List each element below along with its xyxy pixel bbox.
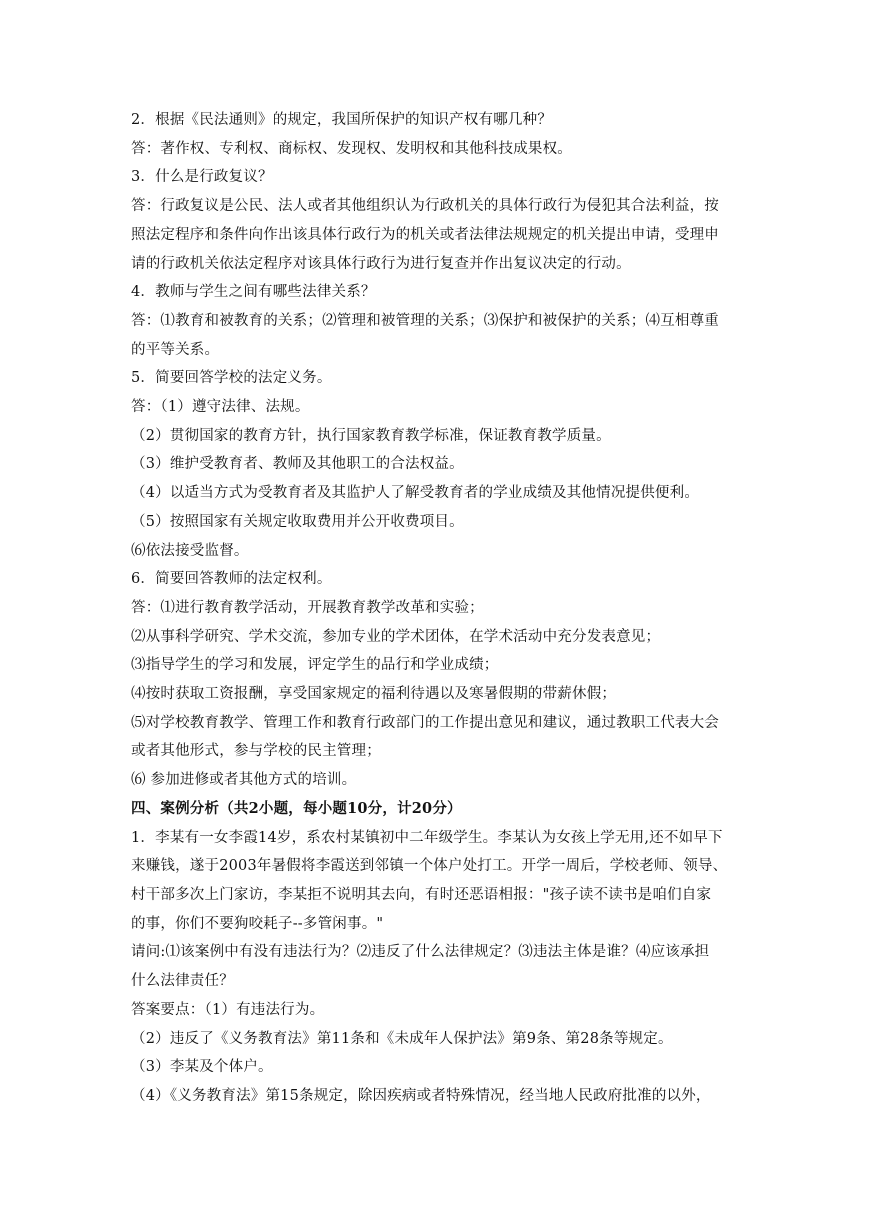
answer-3-line-3: 请的行政机关依法定程序对该具体行政行为进行复查并作出复议决定的行动。	[131, 255, 631, 272]
answer-4-line-1: 答：⑴教育和被教育的关系；⑵管理和被管理的关系；⑶保护和被保护的关系；⑷互相尊重	[131, 312, 719, 329]
question-6: 6．简要回答教师的法定权利。	[131, 571, 332, 588]
answer-5-item-5: （5）按照国家有关规定收取费用并公开收费项目。	[131, 513, 464, 530]
question-2: 2．根据《民法通则》的规定，我国所保护的知识产权有哪几种？	[131, 112, 553, 128]
answer-4-line-2: 的平等关系。	[131, 341, 220, 358]
answer-5-item-1: 答：（1）遵守法律、法规。	[131, 399, 310, 416]
question-4: 4．教师与学生之间有哪些法律关系？	[131, 284, 376, 301]
answer-6-item-2: ⑵从事科学研究、学术交流，参加专业的学术团体，在学术活动中充分发表意见；	[131, 628, 661, 645]
case-1-answer-3: （3）李某及个体户。	[131, 1059, 273, 1076]
case-1-line-1: 1．李某有一女李霞14岁，系农村某镇初中二年级学生。李某认为女孩上学无用,还不如早下	[131, 829, 723, 846]
document-page	[131, 106, 741, 1111]
answer-5-item-6: ⑹依法接受监督。	[131, 542, 249, 559]
case-1-question-line-2: 什么法律责任？	[131, 973, 234, 990]
case-1-line-3: 村干部多次上门家访，李某拒不说明其去向，有时还恶语相报："孩子读不读书是咱们自家	[131, 886, 712, 903]
answer-6-item-1: 答：⑴进行教育教学活动，开展教育教学改革和实验；	[131, 599, 484, 616]
answer-6-item-3: ⑶指导学生的学习和发展，评定学生的品行和学业成绩；	[131, 657, 499, 674]
case-1-line-2: 来赚钱，遂于2003年暑假将李霞送到邻镇一个体户处打工。开学一周后，学校老师、领导、	[131, 858, 728, 875]
answer-5-item-3: （3）维护受教育者、教师及其他职工的合法权益。	[131, 456, 464, 473]
case-1-answer-4: （4）《义务教育法》第15条规定，除因疾病或者特殊情况，经当地人民政府批准的以外，	[131, 1087, 711, 1104]
answer-6-item-6: ⑹ 参加进修或者其他方式的培训。	[131, 772, 357, 789]
section-heading: 四、案例分析（共2小题，每小题10分，计20分）	[131, 799, 462, 817]
answer-5-item-4: （4）以适当方式为受教育者及其监护人了解受教育者的学业成绩及其他情况提供便利。	[131, 485, 700, 502]
case-1-question-line-1: 请问:⑴该案例中有没有违法行为？⑵违反了什么法律规定？⑶违法主体是谁？⑷应该承担	[131, 944, 710, 961]
answer-3-line-2: 照法定程序和条件向作出该具体行政行为的机关或者法律法规规定的机关提出申请，受理申	[131, 226, 719, 243]
question-5: 5．简要回答学校的法定义务。	[131, 370, 332, 387]
answer-6-item-4: ⑷按时获取工资报酬，享受国家规定的福利待遇以及寒暑假期的带薪休假；	[131, 686, 617, 703]
answer-2: 答：著作权、专利权、商标权、发现权、发明权和其他科技成果权。	[131, 140, 572, 157]
answer-6-item-5-line-2: 或者其他形式，参与学校的民主管理；	[131, 743, 381, 760]
answer-6-item-5-line-1: ⑸对学校教育教学、管理工作和教育行政部门的工作提出意见和建议，通过教职工代表大会	[131, 714, 719, 731]
case-1-answer-1: 答案要点：（1）有违法行为。	[131, 1001, 325, 1018]
case-1-answer-2: （2）违反了《义务教育法》第11条和《未成年人保护法》第9条、第28条等规定。	[131, 1030, 673, 1047]
question-3: 3．什么是行政复议？	[131, 169, 273, 186]
case-1-line-4: 的事，你们不要狗咬耗子--多管闲事。"	[131, 915, 384, 932]
answer-3-line-1: 答：行政复议是公民、法人或者其他组织认为行政机关的具体行政行为侵犯其合法利益，按	[131, 198, 719, 215]
answer-5-item-2: （2）贯彻国家的教育方针，执行国家教育教学标准，保证教育教学质量。	[131, 427, 611, 444]
